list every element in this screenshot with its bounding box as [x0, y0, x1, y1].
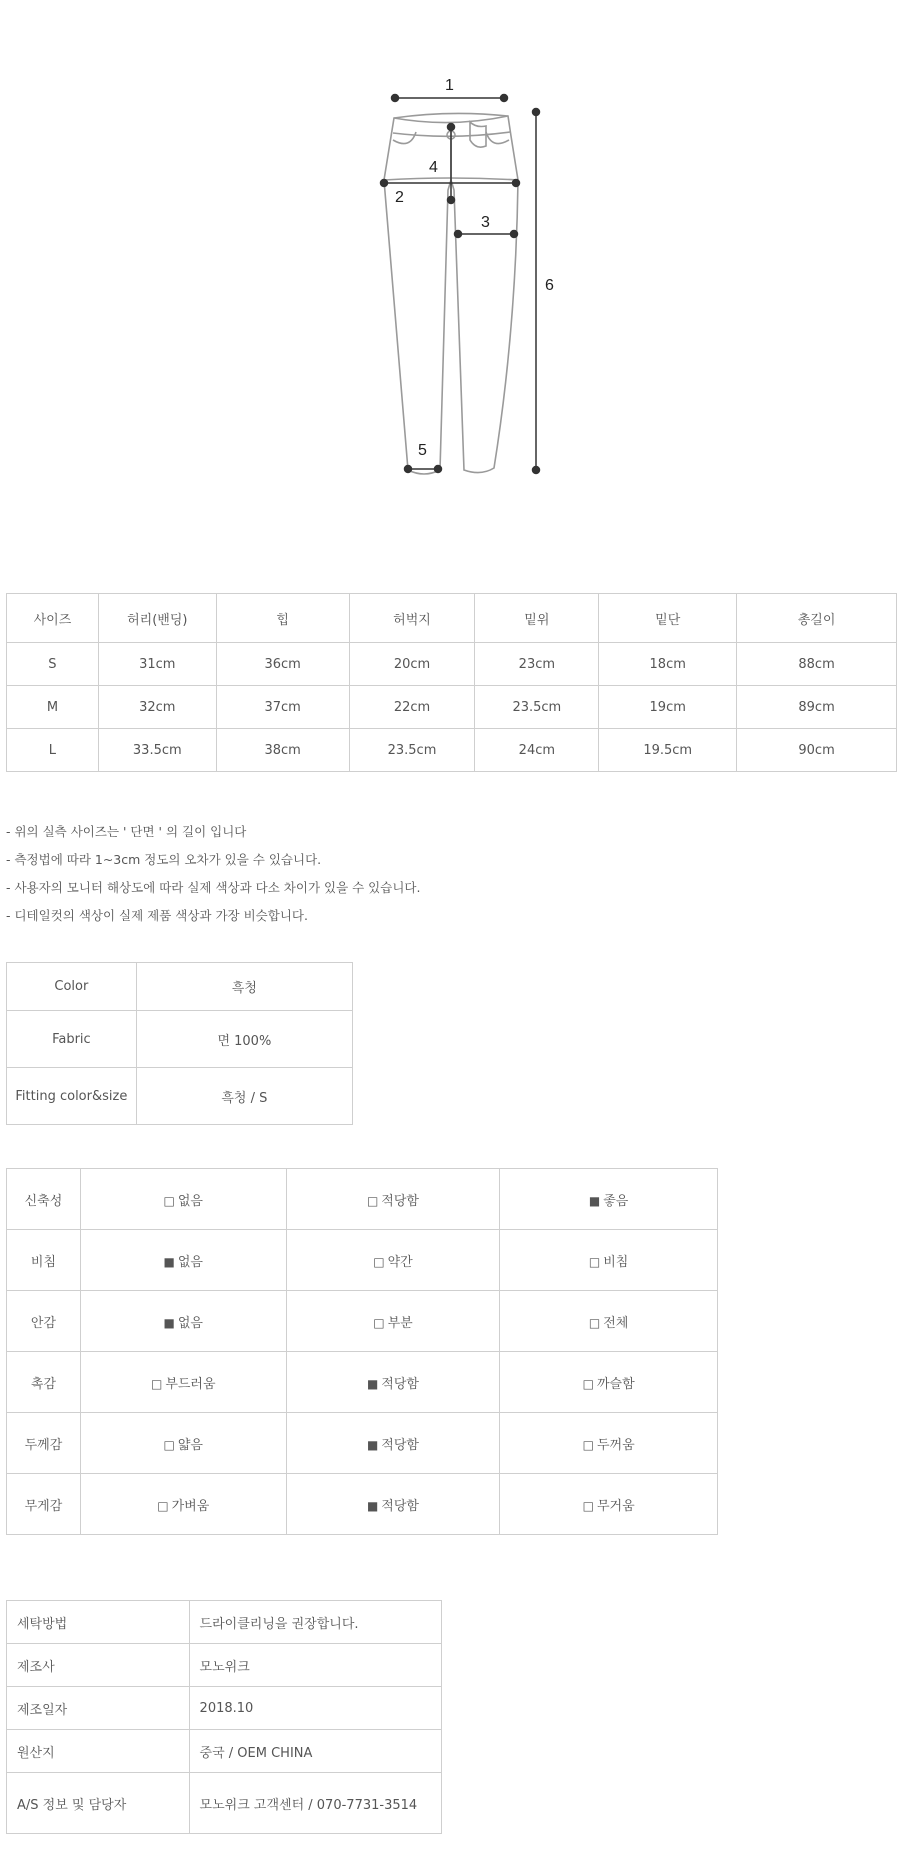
- care-label: 제조일자: [7, 1687, 190, 1730]
- size-cell: 19.5cm: [599, 729, 737, 772]
- care-label: 세탁방법: [7, 1601, 190, 1644]
- feel-option: [500, 1230, 718, 1291]
- feel-label: 무게감: [7, 1474, 81, 1535]
- feel-option-text: 비침: [603, 1254, 629, 1270]
- feel-label: 두께감: [7, 1413, 81, 1474]
- label-3: 3: [481, 214, 490, 231]
- size-cell: 32cm: [98, 686, 216, 729]
- size-cell: S: [7, 643, 99, 686]
- product-info-table: [6, 962, 353, 1125]
- unchecked-box-icon: □: [582, 1498, 594, 1513]
- feel-label: 안감: [7, 1291, 81, 1352]
- feel-label: 신축성: [7, 1169, 81, 1230]
- feel-option: [286, 1169, 500, 1230]
- feel-option-text: 약간: [387, 1254, 413, 1270]
- feel-option: [80, 1352, 286, 1413]
- care-value: 2018.10: [189, 1687, 441, 1730]
- info-value: 흑청: [136, 963, 352, 1011]
- unchecked-box-icon: □: [373, 1254, 385, 1269]
- header-thigh: 허벅지: [349, 594, 475, 643]
- table-row: [7, 1474, 718, 1535]
- care-label: 제조사: [7, 1644, 190, 1687]
- size-cell: 23cm: [475, 643, 599, 686]
- note-item: - 사용자의 모니터 해상도에 따라 실제 색상과 다소 차이가 있을 수 있습니다.: [6, 880, 421, 895]
- label-2: 2: [395, 189, 404, 206]
- pants-measurement-diagram: [0, 0, 900, 520]
- unchecked-box-icon: □: [157, 1498, 169, 1513]
- unchecked-box-icon: □: [582, 1376, 594, 1391]
- unchecked-box-icon: □: [582, 1437, 594, 1452]
- table-row: [7, 1730, 442, 1773]
- feel-option-text: 얇음: [177, 1437, 203, 1453]
- label-6: 6: [545, 277, 554, 294]
- fabric-feel-table: [6, 1168, 718, 1535]
- size-cell: 22cm: [349, 686, 475, 729]
- feel-option-text: 부드러움: [165, 1376, 216, 1392]
- size-cell: 23.5cm: [475, 686, 599, 729]
- feel-option: [500, 1291, 718, 1352]
- feel-label: 비침: [7, 1230, 81, 1291]
- table-row: [7, 643, 897, 686]
- table-row: [7, 1687, 442, 1730]
- size-table-header: [7, 594, 897, 643]
- table-row: [7, 1291, 718, 1352]
- info-label: Fabric: [7, 1011, 137, 1068]
- note-item: - 측정법에 따라 1~3cm 정도의 오차가 있을 수 있습니다.: [6, 852, 322, 867]
- feel-option: [286, 1291, 500, 1352]
- measurement-notes: [6, 818, 420, 930]
- size-cell: 33.5cm: [98, 729, 216, 772]
- size-cell: 23.5cm: [349, 729, 475, 772]
- care-value: 모노위크: [189, 1644, 441, 1687]
- feel-option: [500, 1169, 718, 1230]
- size-cell: 18cm: [599, 643, 737, 686]
- note-item: - 디테일컷의 색상이 실제 제품 색상과 가장 비슷합니다.: [6, 908, 308, 923]
- care-value: 중국 / OEM CHINA: [189, 1730, 441, 1773]
- size-cell: 19cm: [599, 686, 737, 729]
- unchecked-box-icon: □: [366, 1193, 379, 1208]
- checked-box-icon: ■: [163, 1315, 175, 1330]
- feel-option-text: 좋음: [603, 1193, 629, 1209]
- unchecked-box-icon: □: [588, 1315, 601, 1330]
- feel-option-text: 없음: [177, 1193, 203, 1209]
- feel-option-text: 두꺼움: [596, 1437, 635, 1453]
- table-row: [7, 729, 897, 772]
- size-cell: M: [7, 686, 99, 729]
- info-label: Color: [7, 963, 137, 1011]
- measure-labels: [395, 77, 554, 459]
- feel-option: [286, 1413, 500, 1474]
- table-row: [7, 1230, 718, 1291]
- feel-option: [500, 1413, 718, 1474]
- size-cell: 36cm: [216, 643, 349, 686]
- feel-option-text: 까슬함: [596, 1376, 635, 1392]
- feel-option: [80, 1230, 286, 1291]
- table-row: [7, 1644, 442, 1687]
- size-table: [6, 593, 897, 772]
- table-row: [7, 1068, 353, 1125]
- feel-option-text: 없음: [177, 1315, 203, 1331]
- checked-box-icon: ■: [366, 1498, 379, 1513]
- table-row: [7, 1169, 718, 1230]
- table-row: [7, 1773, 442, 1834]
- table-row: [7, 1413, 718, 1474]
- feel-option-text: 없음: [177, 1254, 203, 1270]
- info-value: 면 100%: [136, 1011, 352, 1068]
- size-cell: 37cm: [216, 686, 349, 729]
- feel-option: [500, 1474, 718, 1535]
- label-4: 4: [429, 159, 438, 176]
- size-cell: 89cm: [737, 686, 897, 729]
- unchecked-box-icon: □: [373, 1315, 385, 1330]
- feel-option: [286, 1352, 500, 1413]
- label-1: 1: [445, 77, 454, 94]
- feel-option-text: 부분: [387, 1315, 413, 1331]
- feel-option: [500, 1352, 718, 1413]
- header-hip: 힙: [216, 594, 349, 643]
- table-row: [7, 1011, 353, 1068]
- note-item: - 위의 실측 사이즈는 ' 단면 ' 의 길이 입니다: [6, 824, 247, 839]
- care-label: 원산지: [7, 1730, 190, 1773]
- size-cell: 90cm: [737, 729, 897, 772]
- care-value: 모노위크 고객센터 / 070-7731-3514: [189, 1773, 441, 1834]
- care-label: A/S 정보 및 담당자: [7, 1773, 190, 1834]
- feel-option: [80, 1169, 286, 1230]
- care-value: 드라이클리닝을 권장합니다.: [189, 1601, 441, 1644]
- size-cell: 38cm: [216, 729, 349, 772]
- size-cell: 24cm: [475, 729, 599, 772]
- feel-label: 촉감: [7, 1352, 81, 1413]
- header-waist: 허리(밴딩): [98, 594, 216, 643]
- size-cell: L: [7, 729, 99, 772]
- care-info-table: [6, 1600, 442, 1834]
- checked-box-icon: ■: [366, 1376, 379, 1391]
- feel-option: [80, 1291, 286, 1352]
- unchecked-box-icon: □: [163, 1437, 175, 1452]
- info-value: 흑청 / S: [136, 1068, 352, 1125]
- feel-option-text: 적당함: [381, 1376, 419, 1392]
- checked-box-icon: ■: [163, 1254, 175, 1269]
- header-size: 사이즈: [7, 594, 99, 643]
- header-length: 총길이: [737, 594, 897, 643]
- feel-option-text: 전체: [603, 1315, 629, 1331]
- table-row: [7, 686, 897, 729]
- checked-box-icon: ■: [366, 1437, 379, 1452]
- unchecked-box-icon: □: [588, 1254, 601, 1269]
- size-cell: 88cm: [737, 643, 897, 686]
- feel-option-text: 적당함: [381, 1437, 419, 1453]
- feel-option-text: 무거움: [596, 1498, 635, 1514]
- feel-option: [286, 1230, 500, 1291]
- feel-option: [80, 1474, 286, 1535]
- header-hem: 밑단: [599, 594, 737, 643]
- feel-option-text: 가벼움: [171, 1498, 210, 1514]
- label-5: 5: [418, 442, 427, 459]
- feel-option: [286, 1474, 500, 1535]
- table-row: [7, 963, 353, 1011]
- info-label: Fitting color&size: [7, 1068, 137, 1125]
- size-cell: 20cm: [349, 643, 475, 686]
- unchecked-box-icon: □: [163, 1193, 175, 1208]
- feel-option-text: 적당함: [381, 1193, 419, 1209]
- fabric-feel-body: [7, 1169, 718, 1535]
- table-row: [7, 1352, 718, 1413]
- feel-option-text: 적당함: [381, 1498, 419, 1514]
- size-cell: 31cm: [98, 643, 216, 686]
- feel-option: [80, 1413, 286, 1474]
- checked-box-icon: ■: [588, 1193, 601, 1208]
- unchecked-box-icon: □: [150, 1376, 163, 1391]
- header-rise: 밑위: [475, 594, 599, 643]
- table-row: [7, 1601, 442, 1644]
